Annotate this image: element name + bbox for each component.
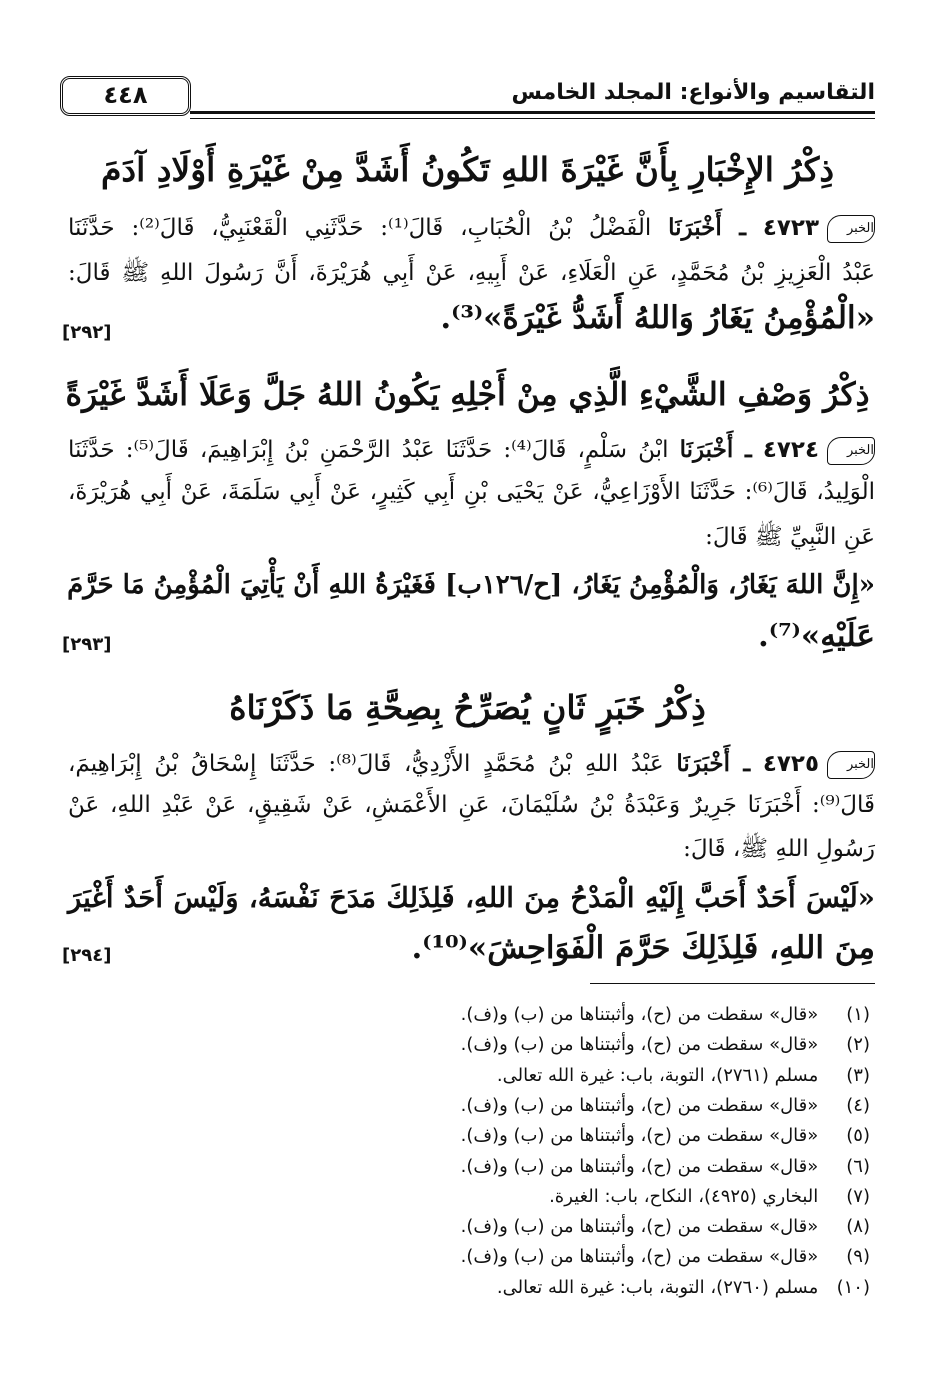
- hadith-number: ٤٧٢٥: [762, 751, 819, 777]
- footnote: [461, 1156, 870, 1177]
- footnote-number: (١٠): [836, 1276, 870, 1298]
- footnote-number: (٢): [846, 1034, 870, 1056]
- footnote: [461, 1004, 870, 1025]
- footnote-text: «قال» سقطت من (ح)، وأثبتناها من (ب) و(ف).: [460, 1155, 819, 1177]
- khabar-badge: الخبر: [827, 751, 875, 779]
- akhbarana-label: ـ أَخْبَرَنَا: [676, 750, 751, 777]
- footnote-text: البخاري (٤٩٢٥)، النكاح، باب: الغيرة.: [549, 1185, 819, 1207]
- footnote: [461, 1095, 870, 1116]
- footnote: [461, 1034, 870, 1055]
- footnote-number: (٧): [846, 1185, 870, 1207]
- footnote-number: (٨): [846, 1216, 870, 1238]
- hadith-4724-line-2: الْوَلِيدُ، قَالَ⁽⁶⁾: حَدَّثَنَا الأَوْزَاعِيُّ، عَنْ يَحْيَى بْنِ أَبِي كَثِيرٍ، عَنْ أَبِي سَلَمَةَ، عَنْ أَبِي هُرَيْرَةَ،: [68, 479, 875, 505]
- reference-number: [٢٩٣]: [62, 634, 112, 655]
- footnote-number: (٤): [846, 1094, 870, 1116]
- khabar-badge: الخبر: [827, 437, 875, 465]
- hadith-4725-line-3: رَسُولِ اللهِ ﷺ، قَالَ:: [683, 836, 875, 862]
- footnote-separator: [590, 983, 875, 984]
- khabar-badge: الخبر: [827, 215, 875, 243]
- footnote-text: مسلم (٢٧٦١)، التوبة، باب: غيرة الله تعالى.: [496, 1064, 819, 1086]
- hadith-4725-matn-1: «لَيْسَ أَحَدٌ أَحَبَّ إِلَيْهِ الْمَدْحُ مِنَ اللهِ، فَلِذَلِكَ مَدَحَ نَفْسَهُ، وَلَيْسَ أَحَدٌ أَغْيَرَ: [68, 882, 875, 914]
- footnote-text: «قال» سقطت من (ح)، وأثبتناها من (ب) و(ف).: [460, 1034, 819, 1056]
- footnote-number: (٣): [846, 1064, 870, 1086]
- section-title-3: ذِكْرُ خَبَرٍ ثَانٍ يُصَرِّحُ بِصِحَّةِ مَا ذَكَرْنَاهُ: [229, 688, 706, 727]
- reference-number: [٢٩٢]: [62, 322, 112, 343]
- hadith-4723-line-1: [68, 214, 875, 243]
- footnote-text: «قال» سقطت من (ح)، وأثبتناها من (ب) و(ف).: [460, 1004, 819, 1025]
- footnote-text: «قال» سقطت من (ح)، وأثبتناها من (ب) و(ف).: [460, 1125, 819, 1147]
- footnote-text: «قال» سقطت من (ح)، وأثبتناها من (ب) و(ف).: [460, 1094, 819, 1116]
- isnad-text: الْفَضْلُ بْنُ الْحُبَابِ، قَالَ⁽¹⁾: حَدَّثَنِي الْقَعْنَبِيُّ، قَالَ⁽²⁾: حَدَّثَنَا: [68, 215, 652, 241]
- footnote: [461, 1216, 870, 1237]
- hadith-4724-line-1: [68, 436, 875, 465]
- hadith-4725-line-1: [68, 750, 875, 779]
- footnote-text: «قال» سقطت من (ح)، وأثبتناها من (ب) و(ف).: [460, 1216, 819, 1238]
- footnote: [549, 1186, 870, 1207]
- akhbarana-label: ـ أَخْبَرَنَا: [668, 214, 747, 241]
- footnote-number: (١): [846, 1004, 870, 1025]
- footnote-number: (٩): [846, 1246, 870, 1268]
- hadith-4725-matn-2: مِنَ اللهِ، فَلِذَلِكَ حَرَّمَ الْفَوَاحِشَ»⁽¹⁰⁾.: [411, 930, 875, 966]
- hadith-number: ٤٧٢٤: [762, 437, 819, 463]
- page-header: [60, 72, 875, 118]
- hadith-4724-matn-2: عَلَيْهِ»⁽⁷⁾.: [758, 618, 875, 654]
- isnad-text: عَبْدُ اللهِ بْنُ مُحَمَّدٍ الأَزْدِيُّ، قَالَ⁽⁸⁾: حَدَّثَنَا إِسْحَاقُ بْنُ إِبْرَاهِيمَ،: [68, 751, 664, 777]
- footnote-number: (٦): [846, 1155, 870, 1177]
- section-title-1: ذِكْرُ الإِخْبَارِ بِأَنَّ غَيْرَةَ اللهِ تَكُونُ أَشَدَّ مِنْ غَيْرَةِ أَوْلَادِ آدَمَ: [100, 150, 835, 189]
- reference-number: [٢٩٤]: [62, 945, 112, 966]
- hadith-4725-line-2: قَالَ⁽⁹⁾: أَخْبَرَنَا جَرِيرٌ وَعَبْدَةُ بْنُ سُلَيْمَانَ، عَنِ الأَعْمَشِ، عَنْ شَقِيقٍ، عَنْ عَبْدِ اللهِ، عَنْ: [68, 792, 875, 818]
- hadith-4724-matn-1: «إِنَّ اللهَ يَغَارُ، وَالْمُؤْمِنُ يَغَارُ، [ح/١٢٦ب] فَغَيْرَةُ اللهِ أَنْ يَأْتِيَ الْمُؤْمِنُ مَا حَرَّمَ: [67, 570, 875, 600]
- footnote-number: (٥): [846, 1125, 870, 1147]
- footnote-text: «قال» سقطت من (ح)، وأثبتناها من (ب) و(ف).: [460, 1246, 819, 1268]
- footnote: [461, 1246, 870, 1267]
- footnote: [461, 1125, 870, 1146]
- hadith-4723-line-2: عَبْدُ الْعَزِيزِ بْنُ مُحَمَّدٍ، عَنِ الْعَلَاءِ، عَنْ أَبِيهِ، عَنْ أَبِي هُرَيْرَةَ، أَنَّ رَسُولَ اللهِ ﷺ قَالَ:: [68, 260, 875, 286]
- footnote: [497, 1065, 870, 1086]
- hadith-4723-matn: «الْمُؤْمِنُ يَغَارُ وَاللهُ أَشَدُّ غَيْرَةً»⁽³⁾.: [440, 300, 875, 336]
- footnote-text: مسلم (٢٧٦٠)، التوبة، باب: غيرة الله تعالى.: [496, 1276, 819, 1298]
- akhbarana-label: ـ أَخْبَرَنَا: [679, 436, 752, 463]
- footnote: [497, 1277, 870, 1298]
- isnad-text: ابْنُ سَلْمٍ، قَالَ⁽⁴⁾: حَدَّثَنَا عَبْدُ الرَّحْمَنِ بْنُ إِبْرَاهِيمَ، قَالَ⁽⁵⁾: حَدَّثَنَا: [68, 437, 669, 463]
- running-title: التقاسيم والأنواع: المجلد الخامس: [511, 80, 875, 105]
- hadith-4724-line-3: عَنِ النَّبِيِّ ﷺ قَالَ:: [705, 524, 875, 550]
- page-number: ٤٤٨: [60, 76, 191, 116]
- hadith-number: ٤٧٢٣: [762, 215, 819, 241]
- section-title-2: ذِكْرُ وَصْفِ الشَّيْءِ الَّذِي مِنْ أَجْلِهِ يَكُونُ اللهُ جَلَّ وَعَلَا أَشَدَّ غَيْرَةً: [65, 376, 870, 413]
- header-rule: [190, 111, 875, 119]
